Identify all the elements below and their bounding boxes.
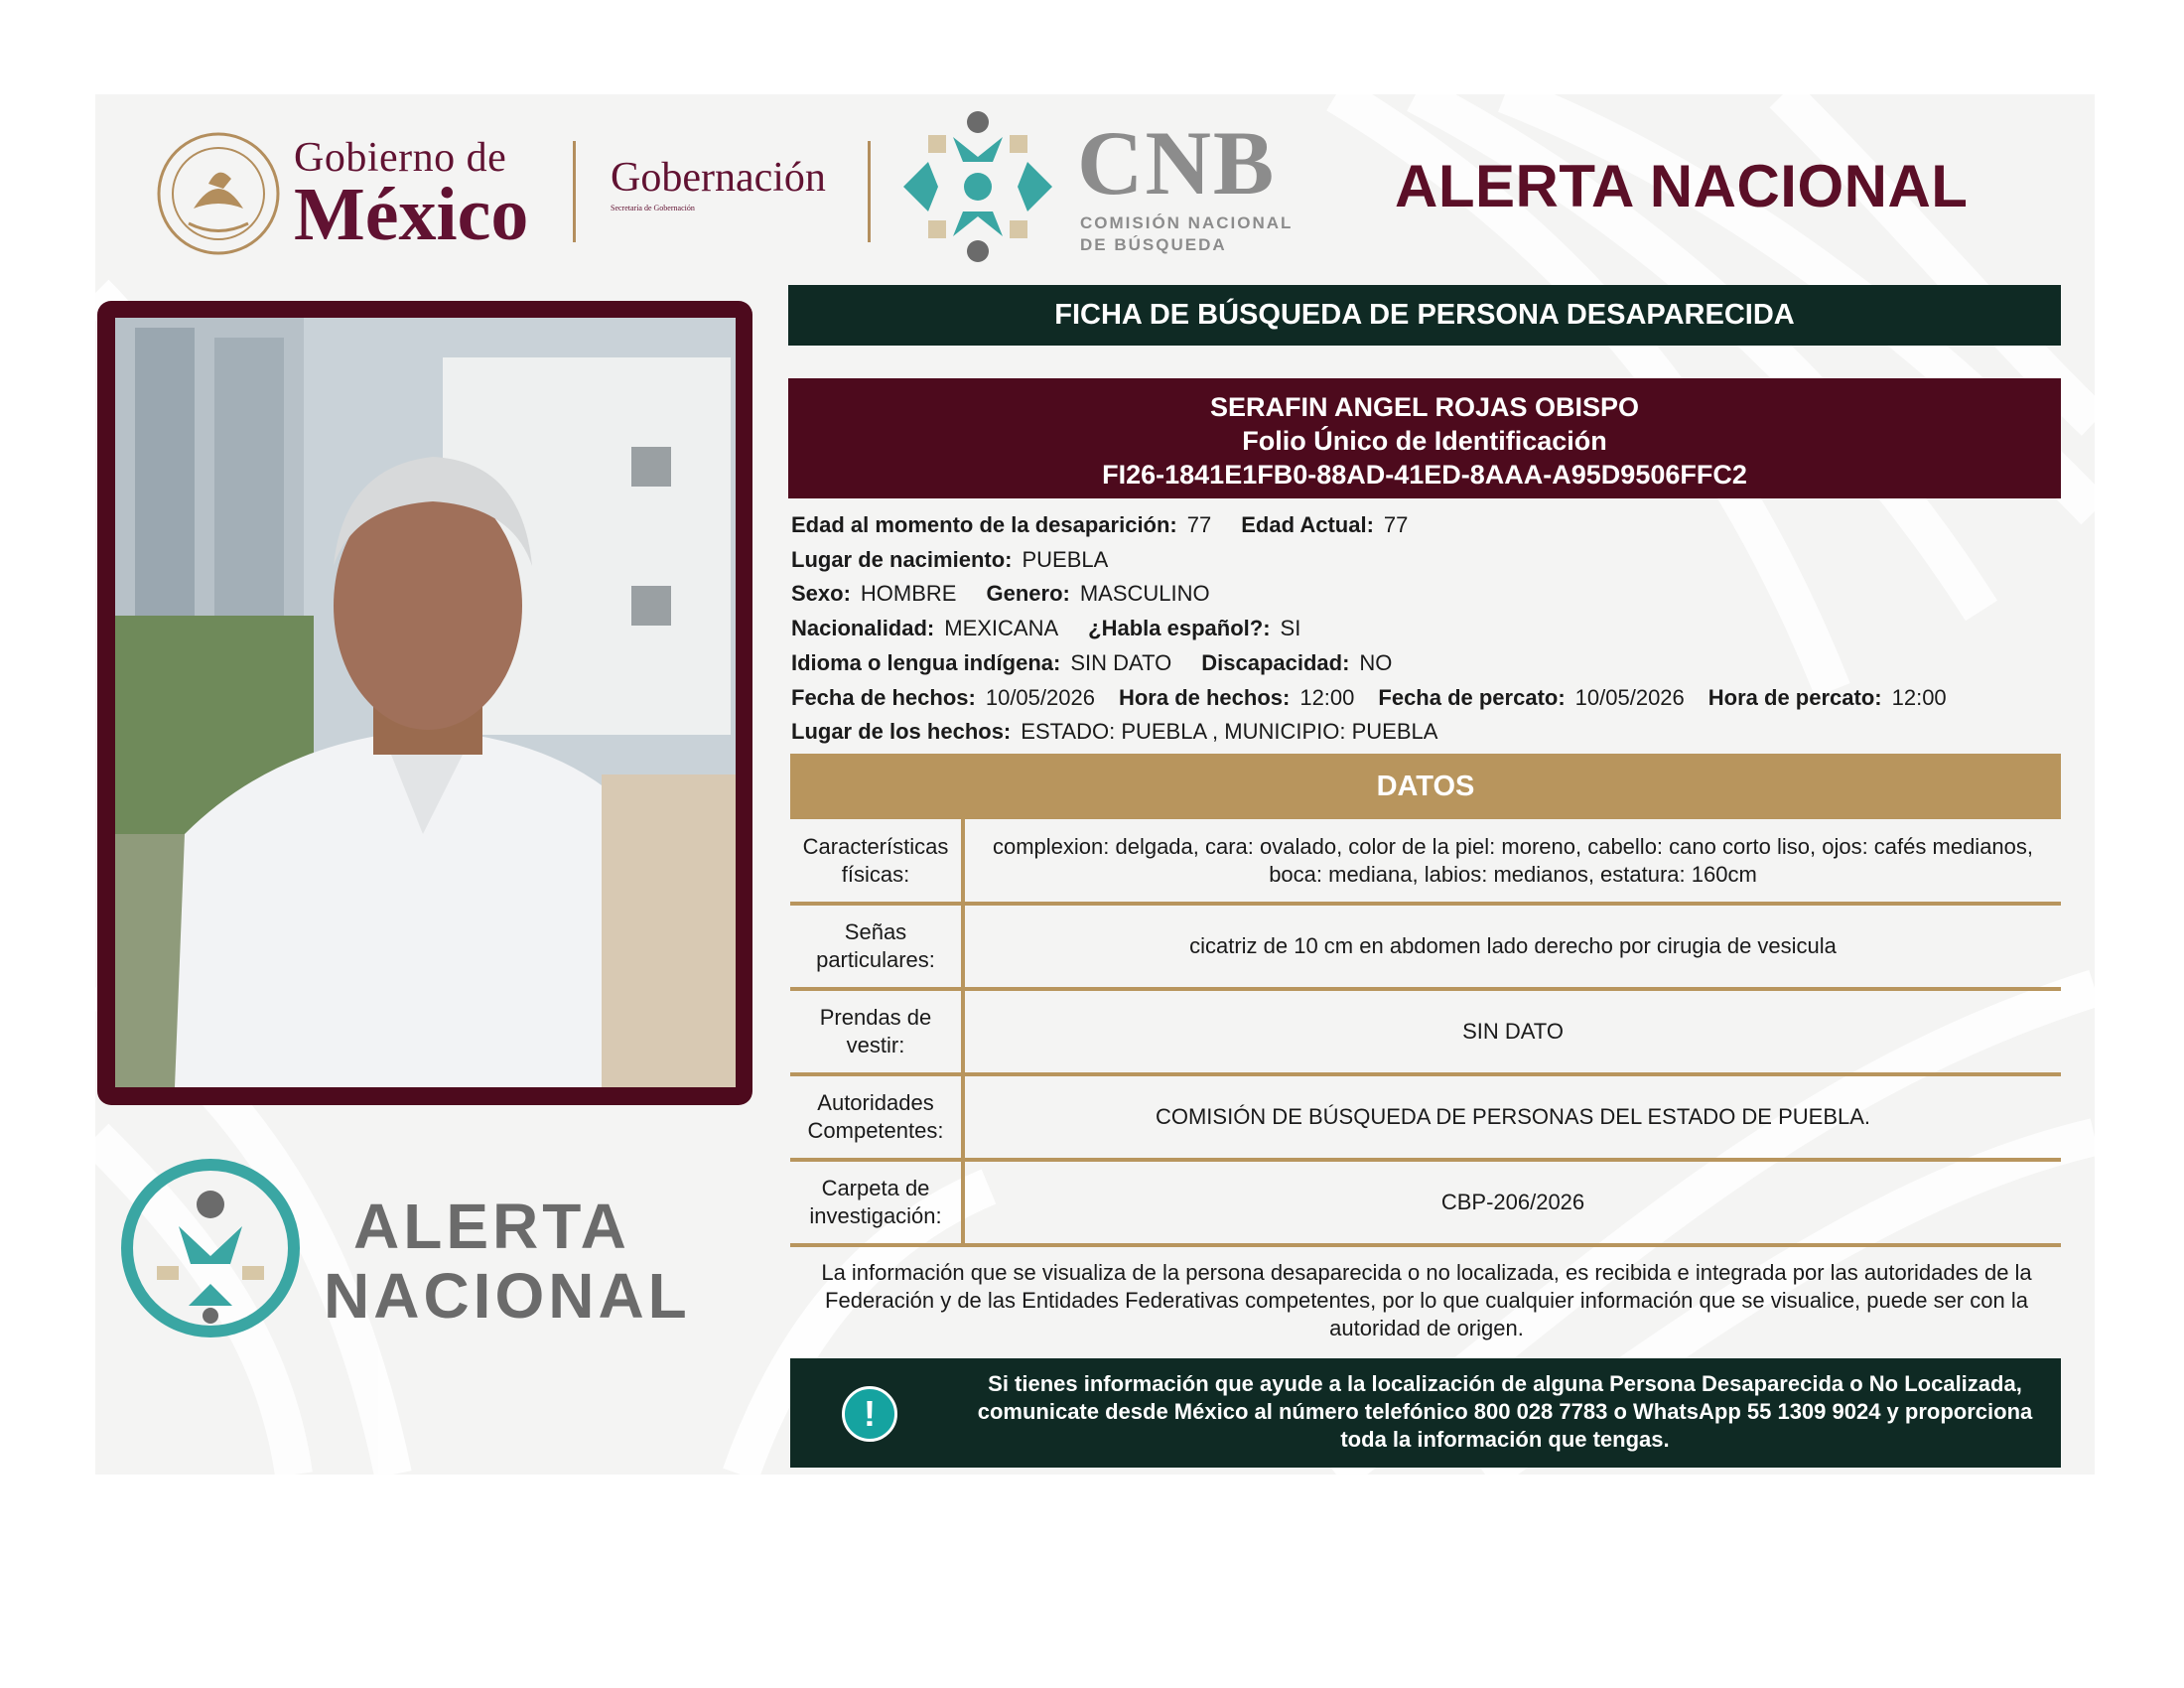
sexo-value: HOMBRE [860, 581, 957, 606]
edad-desaparicion-value: 77 [1186, 512, 1212, 537]
datos-row-label: Características físicas: [790, 819, 965, 902]
info-row-lugar-hechos [791, 719, 1467, 745]
gobierno-de-mexico-logo [294, 135, 529, 256]
datos-row-label: Autoridades Competentes: [790, 1076, 965, 1158]
datos-row-label: Prendas de vestir: [790, 991, 965, 1072]
fecha-hechos-label: Fecha de hechos: [791, 685, 976, 710]
datos-row-value: complexion: delgada, cara: ovalado, color de la piel: moreno, cabello: cano corto liso, ojos: cafés medianos, boca: mediana, labios: medianos, estatura: 160cm [992, 833, 2034, 887]
escudo-nacional-icon [154, 129, 283, 258]
lugar-hechos-value: ESTADO: PUEBLA , MUNICIPIO: PUEBLA [1021, 719, 1438, 744]
info-row-sexo [791, 581, 1240, 607]
datos-row-value: CBP-206/2026 [1440, 1190, 1585, 1214]
lugar-nacimiento-label: Lugar de nacimiento: [791, 547, 1013, 572]
datos-row-senas [790, 906, 2061, 991]
gobernacion-subtitle: Secretaría de Gobernación [611, 204, 695, 212]
person-name-box [788, 378, 2061, 498]
cnb-text: CNB [1077, 112, 1277, 213]
header-divider [868, 141, 871, 242]
idioma-value: SIN DATO [1070, 650, 1172, 675]
cnb-emblem-icon [898, 107, 1057, 266]
datos-row-value: SIN DATO [1462, 1019, 1564, 1044]
genero-value: MASCULINO [1079, 581, 1210, 606]
gobernacion-text: Gobernación [611, 155, 826, 201]
hora-hechos-label: Hora de hechos: [1118, 685, 1291, 710]
hora-hechos-value: 12:00 [1299, 685, 1355, 710]
habla-espanol-label: ¿Habla español?: [1088, 616, 1271, 640]
cnb-subtitle [1080, 212, 1293, 256]
alerta-logo-line2: NACIONAL [324, 1260, 691, 1332]
info-row-nacimiento [791, 547, 1138, 573]
disclaimer-text: La información que se visualiza de la persona desaparecida o no localizada, es recibida e integrada por las autoridades de la Federación y de las Entidades Federativas competentes, por lo que cualquier información que se visualice, puede ser con la autoridad de origen. [821, 1260, 2032, 1340]
datos-row-label: Carpeta de investigación: [790, 1162, 965, 1243]
gobernacion-logo [611, 154, 826, 212]
nacionalidad-value: MEXICANA [944, 616, 1059, 640]
sexo-label: Sexo: [791, 581, 851, 606]
gobierno-de-text: Gobierno de [294, 135, 507, 181]
cnb-subtitle-line2: DE BÚSQUEDA [1080, 235, 1227, 254]
alerta-nacional-emblem-icon [119, 1157, 303, 1340]
hora-percato-label: Hora de percato: [1707, 685, 1882, 710]
edad-desaparicion-label: Edad al momento de la desaparición: [791, 512, 1177, 537]
fecha-hechos-value: 10/05/2026 [985, 685, 1095, 710]
edad-actual-label: Edad Actual: [1241, 512, 1374, 537]
fecha-percato-label: Fecha de percato: [1378, 685, 1566, 710]
alerta-nacional-title: ALERTA NACIONAL [1395, 153, 1969, 219]
person-photo-illustration [115, 318, 736, 1087]
datos-row-label: Señas particulares: [790, 906, 965, 987]
ficha-title: FICHA DE BÚSQUEDA DE PERSONA DESAPARECIDA [788, 285, 2061, 346]
datos-row-carpeta [790, 1162, 2061, 1247]
fecha-percato-value: 10/05/2026 [1574, 685, 1685, 710]
info-row-fechas [791, 685, 1947, 711]
nacionalidad-label: Nacionalidad: [791, 616, 935, 640]
genero-label: Genero: [986, 581, 1070, 606]
edad-actual-value: 77 [1383, 512, 1409, 537]
lugar-hechos-label: Lugar de los hechos: [791, 719, 1012, 744]
person-name: SERAFIN ANGEL ROJAS OBISPO [1209, 392, 1640, 422]
lugar-nacimiento-value: PUEBLA [1022, 547, 1109, 572]
contact-callout [790, 1358, 2061, 1468]
alerta-logo-line1: ALERTA [353, 1191, 630, 1262]
datos-row-value: cicatriz de 10 cm en abdomen lado derecho por cirugia de vesicula [1189, 933, 1837, 958]
datos-header: DATOS [790, 754, 2061, 819]
datos-row-prendas [790, 991, 2061, 1076]
datos-row-autoridades [790, 1076, 2061, 1162]
missing-person-photo [115, 318, 736, 1087]
info-row-nacionalidad [791, 616, 1330, 641]
mexico-text: México [294, 173, 529, 256]
hora-percato-value: 12:00 [1891, 685, 1947, 710]
folio-label: Folio Único de Identificación [1242, 426, 1607, 456]
folio-value: FI26-1841E1FB0-88AD-41ED-8AAA-A95D9506FFC2 [1102, 460, 1747, 490]
datos-row-caracteristicas [790, 819, 2061, 906]
info-row-idioma [791, 650, 1422, 676]
header-divider [573, 141, 576, 242]
alerta-nacional-logo-text [324, 1192, 691, 1331]
discapacidad-value: NO [1359, 650, 1393, 675]
habla-espanol-value: SI [1280, 616, 1301, 640]
exclamation-icon: ! [842, 1386, 897, 1442]
info-row-edad [791, 512, 1437, 538]
idioma-label: Idioma o lengua indígena: [791, 650, 1061, 675]
cnb-subtitle-line1: COMISIÓN NACIONAL [1080, 213, 1294, 232]
datos-row-value: COMISIÓN DE BÚSQUEDA DE PERSONAS DEL ESTADO DE PUEBLA. [1155, 1104, 1871, 1129]
contact-callout-text: Si tienes información que ayude a la localización de alguna Persona Desaparecida o No Localizada, comunicate desde México al número telefónico 800 028 7783 o WhatsApp 55 1309 9024 y proporciona toda la información que tengas. [977, 1371, 2033, 1452]
discapacidad-label: Discapacidad: [1201, 650, 1350, 675]
